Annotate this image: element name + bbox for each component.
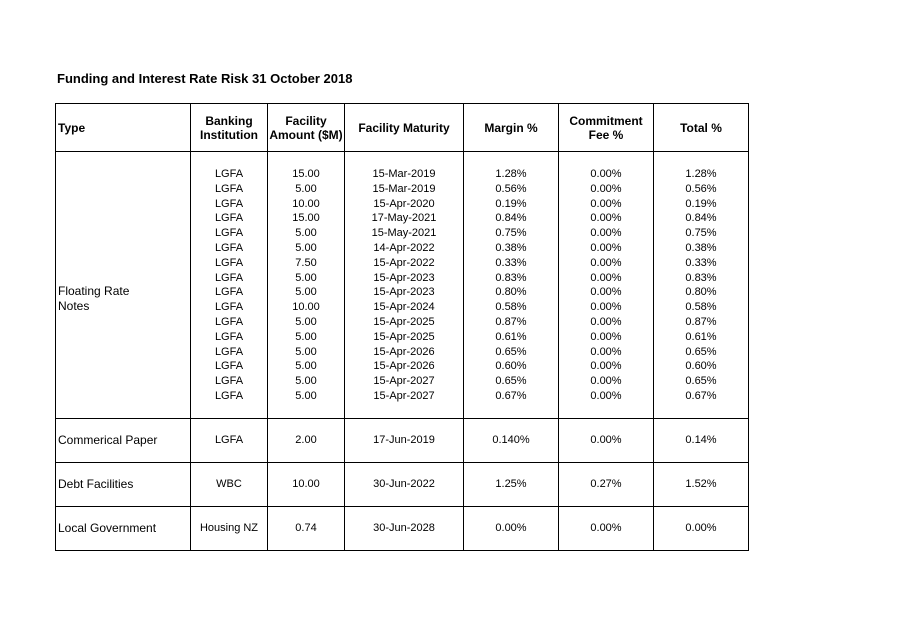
bank-cell: WBC: [191, 462, 268, 506]
frn-margin-cell: 0.56%: [495, 182, 527, 195]
frn-fee-cell: 0.00%: [590, 330, 622, 343]
maturity-cell: 30-Jun-2022: [345, 462, 464, 506]
frn-fee-cell: 0.00%: [590, 315, 622, 328]
frn-maturity-column: [345, 152, 464, 419]
frn-bank-cell: LGFA: [214, 375, 244, 388]
frn-maturity-cell: 15-Apr-2025: [373, 315, 435, 328]
frn-margin-cell: 0.80%: [495, 286, 527, 299]
type-floating-rate-notes: [56, 152, 191, 419]
type-cell: Debt Facilities: [56, 462, 191, 506]
frn-total-cell: 0.60%: [685, 360, 717, 373]
margin-cell: 1.25%: [464, 462, 559, 506]
frn-bank-cell: LGFA: [214, 389, 244, 402]
funding-table: [55, 103, 749, 551]
frn-amount-cell: 5.00: [295, 345, 317, 358]
frn-margin-cell: 0.83%: [495, 271, 527, 284]
frn-amount-cell: 10.00: [292, 197, 320, 210]
frn-bank-cell: LGFA: [214, 301, 244, 314]
frn-fee-cell: 0.00%: [590, 271, 622, 284]
frn-bank-cell: LGFA: [214, 330, 244, 343]
frn-margin-cell: 0.75%: [495, 227, 527, 240]
frn-margin-cell: 1.28%: [495, 168, 527, 180]
frn-amount-cell: 7.50: [295, 256, 317, 269]
frn-amount-cell: 5.00: [295, 241, 317, 254]
frn-bank-cell: LGFA: [214, 271, 244, 284]
col-header-commitment-fee: Commitment Fee %: [559, 104, 654, 152]
frn-fee-cell: 0.00%: [590, 345, 622, 358]
frn-bank-column: [191, 152, 268, 419]
frn-maturity-cell: 14-Apr-2022: [373, 241, 435, 254]
frn-fee-cell: 0.00%: [590, 301, 622, 314]
col-header-facility-maturity: Facility Maturity: [345, 104, 464, 152]
frn-fee-cell: 0.00%: [590, 212, 622, 225]
frn-amount-cell: 5.00: [295, 330, 317, 343]
frn-total-cell: 0.83%: [685, 271, 717, 284]
frn-fee-cell: 0.00%: [590, 389, 622, 402]
frn-total-cell: 0.84%: [685, 212, 717, 225]
col-header-banking-institution: Banking Institution: [191, 104, 268, 152]
frn-amount-cell: 5.00: [295, 182, 317, 195]
frn-margin-cell: 0.38%: [495, 241, 527, 254]
frn-margin-cell: 0.58%: [495, 301, 527, 314]
type-cell: Commerical Paper: [56, 418, 191, 462]
frn-maturity-cell: 15-Apr-2027: [373, 375, 435, 388]
frn-fee-cell: 0.00%: [590, 182, 622, 195]
frn-maturity-cell: 15-Mar-2019: [372, 168, 436, 180]
frn-total-cell: 0.65%: [685, 375, 717, 388]
frn-fee-cell: 0.00%: [590, 360, 622, 373]
bank-cell: Housing NZ: [191, 506, 268, 550]
frn-total-cell: 0.56%: [685, 182, 717, 195]
fee-cell: 0.27%: [559, 462, 654, 506]
frn-total-cell: 1.28%: [685, 168, 717, 180]
frn-bank-cell: LGFA: [214, 360, 244, 373]
header-row: [56, 104, 749, 152]
frn-amount-cell: 10.00: [292, 301, 320, 314]
frn-margin-column: [464, 152, 559, 419]
maturity-cell: 30-Jun-2028: [345, 506, 464, 550]
frn-maturity-cell: 15-Apr-2023: [373, 286, 435, 299]
col-header-margin: Margin %: [464, 104, 559, 152]
frn-fee-cell: 0.00%: [590, 241, 622, 254]
frn-bank-cell: LGFA: [214, 197, 244, 210]
amount-cell: 2.00: [268, 418, 345, 462]
frn-bank-cell: LGFA: [214, 227, 244, 240]
frn-margin-cell: 0.33%: [495, 256, 527, 269]
fee-cell: 0.00%: [559, 506, 654, 550]
frn-amount-cell: 15.00: [292, 168, 320, 180]
col-header-type: Type: [56, 104, 191, 152]
frn-total-cell: 0.58%: [685, 301, 717, 314]
fee-cell: 0.00%: [559, 418, 654, 462]
frn-total-cell: 0.61%: [685, 330, 717, 343]
frn-bank-cell: LGFA: [214, 241, 244, 254]
frn-bank-cell: LGFA: [214, 256, 244, 269]
bank-cell: LGFA: [191, 418, 268, 462]
frn-fee-cell: 0.00%: [590, 227, 622, 240]
frn-maturity-cell: 17-May-2021: [371, 212, 437, 225]
table-row-debt-facilities: [56, 462, 749, 506]
document-title: Funding and Interest Rate Risk 31 October 2018: [57, 71, 353, 86]
frn-total-cell: 0.65%: [685, 345, 717, 358]
frn-maturity-cell: 15-Mar-2019: [372, 182, 436, 195]
frn-margin-cell: 0.87%: [495, 315, 527, 328]
frn-fee-cell: 0.00%: [590, 197, 622, 210]
frn-total-cell: 0.87%: [685, 315, 717, 328]
frn-bank-cell: LGFA: [214, 315, 244, 328]
frn-amount-column: [268, 152, 345, 419]
frn-bank-cell: LGFA: [214, 168, 244, 180]
frn-bank-cell: LGFA: [214, 212, 244, 225]
col-header-total: Total %: [654, 104, 749, 152]
frn-fee-cell: 0.00%: [590, 168, 622, 180]
margin-cell: 0.140%: [464, 418, 559, 462]
frn-amount-cell: 15.00: [292, 212, 320, 225]
frn-fee-column: [559, 152, 654, 419]
margin-cell: 0.00%: [464, 506, 559, 550]
frn-maturity-cell: 15-Apr-2022: [373, 256, 435, 269]
frn-total-cell: 0.75%: [685, 227, 717, 240]
col-header-facility-amount: Facility Amount ($M): [268, 104, 345, 152]
table-row-local-government: [56, 506, 749, 550]
frn-margin-cell: 0.60%: [495, 360, 527, 373]
frn-margin-cell: 0.19%: [495, 197, 527, 210]
frn-total-cell: 0.33%: [685, 256, 717, 269]
frn-margin-cell: 0.61%: [495, 330, 527, 343]
frn-fee-cell: 0.00%: [590, 286, 622, 299]
amount-cell: 0.74: [268, 506, 345, 550]
frn-amount-cell: 5.00: [295, 286, 317, 299]
frn-maturity-cell: 15-Apr-2027: [373, 389, 435, 402]
total-cell: 0.00%: [654, 506, 749, 550]
frn-maturity-cell: 15-Apr-2024: [373, 301, 435, 314]
frn-maturity-cell: 15-May-2021: [371, 227, 437, 240]
frn-amount-cell: 5.00: [295, 375, 317, 388]
frn-amount-cell: 5.00: [295, 389, 317, 402]
frn-total-column: [654, 152, 749, 419]
frn-margin-cell: 0.84%: [495, 212, 527, 225]
frn-margin-cell: 0.65%: [495, 345, 527, 358]
floating-rate-notes-section: [56, 152, 749, 419]
frn-total-cell: 0.38%: [685, 241, 717, 254]
total-cell: 0.14%: [654, 418, 749, 462]
table-row-commercial-paper: [56, 418, 749, 462]
frn-fee-cell: 0.00%: [590, 375, 622, 388]
type-label: Floating Rate Notes: [58, 284, 130, 314]
frn-maturity-cell: 15-Apr-2020: [373, 197, 435, 210]
frn-total-cell: 0.80%: [685, 286, 717, 299]
frn-bank-cell: LGFA: [214, 182, 244, 195]
total-cell: 1.52%: [654, 462, 749, 506]
frn-total-cell: 0.19%: [685, 197, 717, 210]
type-cell: Local Government: [56, 506, 191, 550]
frn-amount-cell: 5.00: [295, 315, 317, 328]
frn-maturity-cell: 15-Apr-2026: [373, 360, 435, 373]
frn-total-cell: 0.67%: [685, 389, 717, 402]
frn-maturity-cell: 15-Apr-2023: [373, 271, 435, 284]
maturity-cell: 17-Jun-2019: [345, 418, 464, 462]
frn-fee-cell: 0.00%: [590, 256, 622, 269]
frn-bank-cell: LGFA: [214, 345, 244, 358]
amount-cell: 10.00: [268, 462, 345, 506]
frn-margin-cell: 0.67%: [495, 389, 527, 402]
frn-maturity-cell: 15-Apr-2026: [373, 345, 435, 358]
frn-maturity-cell: 15-Apr-2025: [373, 330, 435, 343]
frn-bank-cell: LGFA: [214, 286, 244, 299]
frn-amount-cell: 5.00: [295, 360, 317, 373]
frn-amount-cell: 5.00: [295, 271, 317, 284]
frn-amount-cell: 5.00: [295, 227, 317, 240]
frn-margin-cell: 0.65%: [495, 375, 527, 388]
